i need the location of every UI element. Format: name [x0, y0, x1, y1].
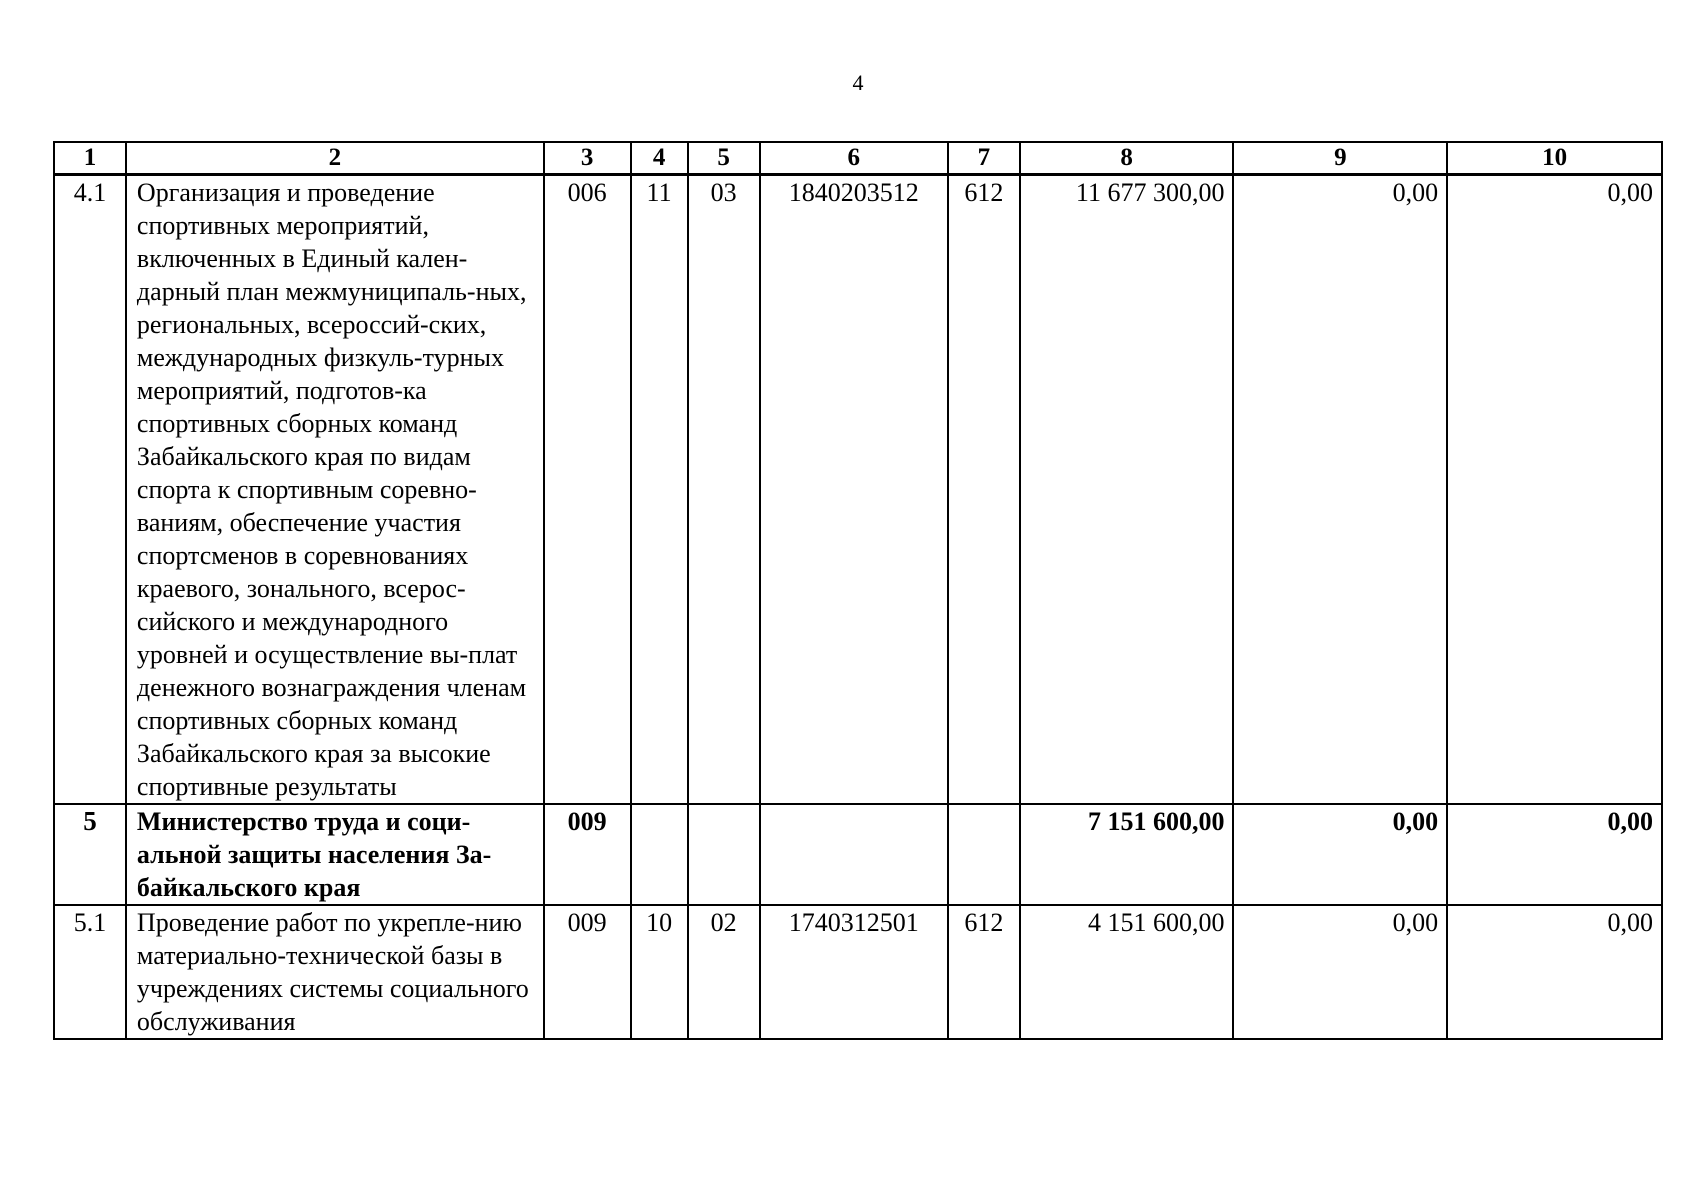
cell-col-8: 4 151 600,00	[1020, 905, 1234, 1039]
header-col-5: 5	[688, 142, 760, 175]
row-number: 4.1	[54, 175, 126, 805]
cell-col-3: 009	[544, 804, 631, 905]
header-col-3: 3	[544, 142, 631, 175]
cell-col-9: 0,00	[1233, 905, 1447, 1039]
header-col-7: 7	[948, 142, 1020, 175]
header-col-2: 2	[126, 142, 544, 175]
header-col-9: 9	[1233, 142, 1447, 175]
table-row	[54, 175, 1662, 805]
header-col-10: 10	[1447, 142, 1662, 175]
cell-col-5: 02	[688, 905, 760, 1039]
row-name: Проведение работ по укрепле-нию материально-технической базы в учреждениях системы социального обслуживания	[126, 905, 544, 1039]
row-name: Организация и проведение спортивных мероприятий, включенных в Единый кален-дарный план межмуниципаль-ных, региональных, всероссий-ских, международных физкуль-турных мероприятий, подготов-ка спортивных сборных команд Забайкальского края по видам спорта к спортивным соревно-ваниям, обеспечение участия спортсменов в соревнованиях краевого, зонального, всерос-сийского и международного уровней и осуществление вы-плат денежного вознаграждения членам спортивных сборных команд Забайкальского края за высокие спортивные результаты	[126, 175, 544, 805]
cell-col-6: 1740312501	[760, 905, 948, 1039]
cell-col-7: 612	[948, 905, 1020, 1039]
cell-col-5	[688, 804, 760, 905]
cell-col-9: 0,00	[1233, 175, 1447, 805]
cell-col-4	[631, 804, 688, 905]
cell-col-7: 612	[948, 175, 1020, 805]
header-col-1: 1	[54, 142, 126, 175]
table-header-row	[54, 142, 1662, 175]
table-row	[54, 804, 1662, 905]
cell-col-10: 0,00	[1447, 804, 1662, 905]
row-number: 5.1	[54, 905, 126, 1039]
table-row	[54, 905, 1662, 1039]
cell-col-6	[760, 804, 948, 905]
header-col-4: 4	[631, 142, 688, 175]
cell-col-6: 1840203512	[760, 175, 948, 805]
cell-col-3: 006	[544, 175, 631, 805]
budget-table	[53, 141, 1663, 1040]
cell-col-7	[948, 804, 1020, 905]
header-col-8: 8	[1020, 142, 1234, 175]
row-number: 5	[54, 804, 126, 905]
cell-col-5: 03	[688, 175, 760, 805]
cell-col-10: 0,00	[1447, 175, 1662, 805]
cell-col-8: 7 151 600,00	[1020, 804, 1234, 905]
page-number: 4	[852, 70, 864, 95]
cell-col-8: 11 677 300,00	[1020, 175, 1234, 805]
header-col-6: 6	[760, 142, 948, 175]
cell-col-9: 0,00	[1233, 804, 1447, 905]
cell-col-3: 009	[544, 905, 631, 1039]
cell-col-10: 0,00	[1447, 905, 1662, 1039]
cell-col-4: 10	[631, 905, 688, 1039]
cell-col-4: 11	[631, 175, 688, 805]
row-name: Министерство труда и соци-альной защиты населения За-байкальского края	[126, 804, 544, 905]
